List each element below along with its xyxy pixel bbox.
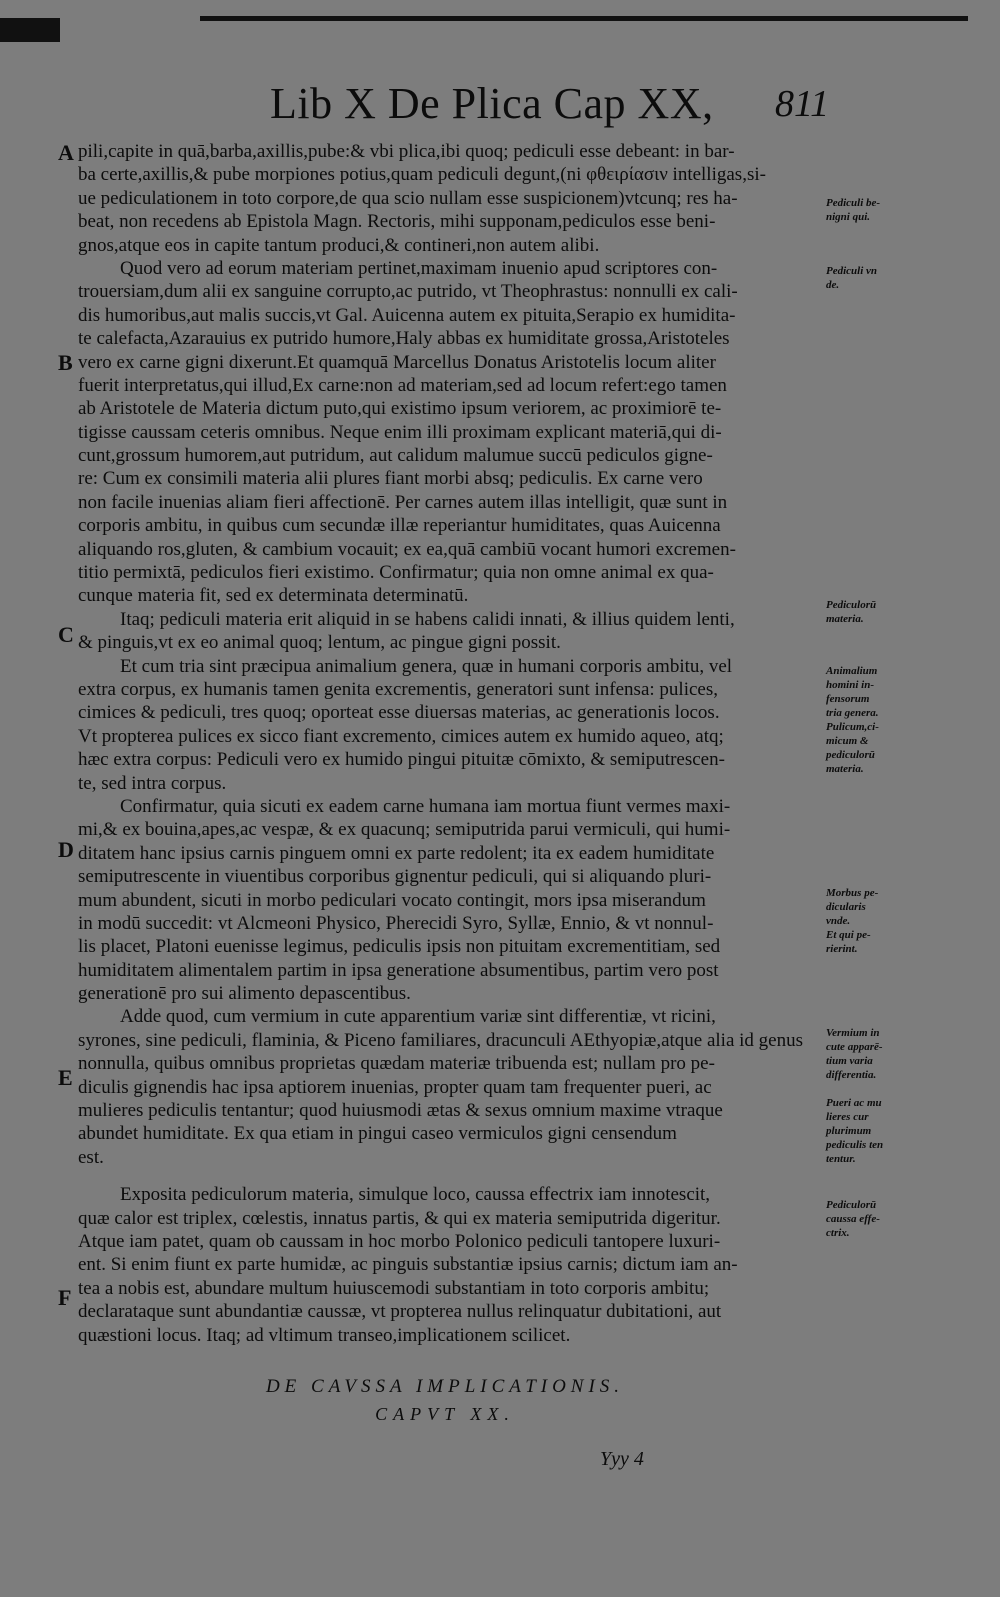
- section-letter-e: E: [58, 1065, 73, 1090]
- running-head: Lib X De Plica Cap XX,: [270, 79, 714, 128]
- text-line: Adde quod, cum vermium in cute apparentium variæ sint differentiæ, vt ricini,: [120, 1006, 716, 1028]
- text-line: humiditatem alimentalem partim in ipsa generatione absumentibus, partim vero post: [78, 959, 719, 981]
- text-line: est.: [78, 1146, 104, 1168]
- section-letter-d: D: [58, 837, 74, 862]
- text-line: hæc extra corpus: Pediculi vero ex humido pingui pituitæ cōmixto, & semiputrescen-: [78, 749, 725, 771]
- text-line: ue pediculationem in toto corpore,de qua scio nullam esse suspicionem)vtcunq; res ha-: [78, 187, 738, 209]
- text-line: in modū succedit: vt Alcmeoni Physico, Pherecidi Syro, Syllæ, Ennio, & vt nonnul-: [78, 912, 714, 934]
- text-line: abundet humiditate. Ex qua etiam in pingui caseo vermiculos gigni censendum: [78, 1123, 677, 1145]
- marginal-note: Animalium homini in- fensorum tria genera. Pulicum,ci- micum & pediculorū materia.: [826, 665, 879, 775]
- text-line: generationē pro sui alimento depascentibus.: [78, 983, 411, 1005]
- main-text-block: [78, 140, 814, 1347]
- text-line: Itaq; pediculi materia erit aliquid in se habens calidi innati, & illius quidem lenti,: [120, 608, 735, 630]
- marginal-note: Pediculorū caussa effe- ctrix.: [826, 1199, 880, 1239]
- text-line: cunque materia fit, sed ex determinata determinatū.: [78, 585, 469, 607]
- text-line: & pinguis,vt ex eo animal quoq; lentum, ac pingue gigni possit.: [78, 632, 561, 654]
- text-line: te, sed intra corpus.: [78, 772, 227, 794]
- text-line: ent. Si enim fiunt ex parte humidæ, ac pinguis substantiæ ipsius carnis; dictum iam an-: [78, 1254, 738, 1276]
- section-letter-f: F: [58, 1285, 72, 1310]
- page-number: 811: [775, 83, 830, 125]
- text-line: lis placet, Platoni euenisse legimus, pediculis ipsis non pituitam excrementitiam, sed: [78, 936, 721, 958]
- text-line: cimices & pediculi, tres quoq; oporteat esse diuersas materias, ac generationis locos.: [78, 702, 720, 724]
- text-line: ba certe,axillis,& pube morpiones potius,quam pediculi degunt,(ni φθειρίασιν intelligas,si-: [78, 164, 766, 186]
- text-line: pili,capite in quā,barba,axillis,pube:& vbi plica,ibi quoq; pediculi esse debeant: in bar-: [78, 141, 735, 162]
- text-line: semiputrescente in viuentibus corporibus gignentur pediculi, qui si aliquando pluri-: [78, 866, 712, 888]
- text-line: fuerit interpretatus,qui illud,Ex carne:non ad materiam,sed ad locum refert:ego tamen: [78, 374, 727, 396]
- text-line: tea a nobis est, abundare multum huiuscemodi substantiam in toto corporis ambitu;: [78, 1277, 710, 1299]
- section-letter-b: B: [58, 350, 73, 375]
- text-line: non facile inuenias aliam fieri affectionē. Per carnes autem illas intelligit, quæ sunt in: [78, 491, 728, 513]
- chapter-subheading: CAPVT XX.: [375, 1404, 515, 1424]
- text-line: mi,& ex bouina,apes,ac vespæ, & ex quacunq; semiputrida parui vermiculi, qui humi-: [78, 819, 731, 841]
- text-line: aliquando ros,gluten, & cambium vocauit; ex ea,quā cambiū vocant humori excremen-: [78, 538, 736, 560]
- text-line: nonnulla, quibus omnibus proprietas quædam materiæ tribuenda est; nullam pro pe-: [78, 1053, 715, 1075]
- marginal-note: Pediculi vn de.: [826, 265, 878, 291]
- marginal-note: Pediculi be- nigni qui.: [826, 197, 881, 223]
- text-line: re: Cum ex consimili materia alii plures fiant morbi absq; pediculis. Ex carne vero: [78, 468, 703, 490]
- text-line: ditatem hanc ipsius carnis pinguem omni ex parte redolent; ita ex eadem humiditate: [78, 842, 715, 864]
- text-line: cunt,grossum humorem,aut putridum, aut calidum malumue succū pediculos gigne-: [78, 445, 713, 467]
- text-line: syrones, sine pediculi, flaminia, & Piceno familiares, dracunculi AEthyopiæ,atque alia id genus: [78, 1029, 803, 1051]
- text-line: titio permixtā, pediculos fieri existimo. Confirmatur; quia non omne animal ex qua-: [78, 562, 714, 584]
- marginal-note: Morbus pe- dicularis vnde. Et qui pe- rierint.: [826, 887, 879, 955]
- text-line: declarataque sunt abundantiæ caussæ, vt propterea nullus relinquatur dubitationi, aut: [78, 1301, 722, 1323]
- section-letter-c: C: [58, 622, 74, 647]
- text-line: beat, non recedens ab Epistola Magn. Rectoris, mihi supponam,pediculos esse beni-: [78, 211, 716, 233]
- text-line: gnos,atque eos in capite tantum produci,& contineri,non autem alibi.: [78, 234, 600, 256]
- top-rule: [200, 16, 968, 21]
- text-line: Atque iam patet, quam ob caussam in hoc morbo Polonico pediculi tantopere luxuri-: [78, 1230, 721, 1252]
- marginal-note: Pediculorū materia.: [826, 599, 877, 625]
- chapter-heading: DE CAVSSA IMPLICATIONIS.: [265, 1376, 625, 1397]
- text-line: extra corpus, ex humanis tamen genita excrementis, generatori sunt infensa: pulices,: [78, 678, 718, 700]
- text-line: Vt propterea pulices ex sicco fiant excremento, cimices autem ex humido aqueo, atq;: [78, 725, 724, 747]
- text-line: quæstioni locus. Itaq; ad vltimum transeo,implicationem scilicet.: [78, 1324, 571, 1346]
- text-line: diculis gignendis hac ipsa aptiorem inuenias, propter quam tam frequenter pueri, ac: [78, 1076, 712, 1098]
- text-line: mum abundent, sicuti in morbo pediculari vocato contingit, mors ipsa miserandum: [78, 889, 706, 911]
- text-line: Et cum tria sint præcipua animalium genera, quæ in humani corporis ambitu, vel: [120, 655, 733, 677]
- marginal-note: Pueri ac mu lieres cur plurimum pediculis ten tentur.: [826, 1097, 884, 1165]
- section-letter-a: A: [58, 140, 74, 165]
- text-line: ab Aristotele de Materia dictum puto,qui existimo ipsum veriorem, ac proximiorē te-: [78, 398, 722, 420]
- text-line: mulieres pediculis tentantur; quod huiusmodi ætas & sexus omnium maxime vtraque: [78, 1100, 723, 1122]
- text-line: Confirmatur, quia sicuti ex eadem carne humana iam mortua fiunt vermes maxi-: [120, 795, 731, 817]
- top-left-smudge: [0, 18, 60, 42]
- text-line: trouersiam,dum alii ex sanguine corrupto,ac putrido, vt Theophrastus: nonnulli ex cali-: [78, 281, 738, 303]
- text-line: Quod vero ad eorum materiam pertinet,maximam inuenio apud scriptores con-: [120, 257, 718, 279]
- text-line: te calefacta,Azarauius ex putrido humore,Haly abbas ex humiditate grossa,Aristoteles: [78, 328, 730, 350]
- text-line: Exposita pediculorum materia, simulque loco, caussa effectrix iam innotescit,: [120, 1184, 711, 1206]
- text-line: dis humoribus,aut malis succis,vt Gal. Auicenna autem ex pituita,Serapio ex humidita-: [78, 304, 736, 326]
- text-line: vero ex carne gigni dixerunt.Et quamquā Marcellus Donatus Aristotelis locum aliter: [78, 351, 716, 373]
- text-line: tigisse caussam ceteris omnibus. Neque enim illi proximam explicant materiā,qui di-: [78, 421, 722, 443]
- text-line: quæ calor est triplex, cœlestis, innatus partis, & qui ex materia semiputrida digeritur.: [78, 1207, 721, 1229]
- marginal-note: Vermium in cute apparē- tium varia differentia.: [826, 1027, 883, 1081]
- signature-mark: Yyy 4: [600, 1448, 644, 1470]
- text-line: corporis ambitu, in quibus cum secundæ illæ reperiantur humiditates, quas Auicenna: [78, 515, 721, 537]
